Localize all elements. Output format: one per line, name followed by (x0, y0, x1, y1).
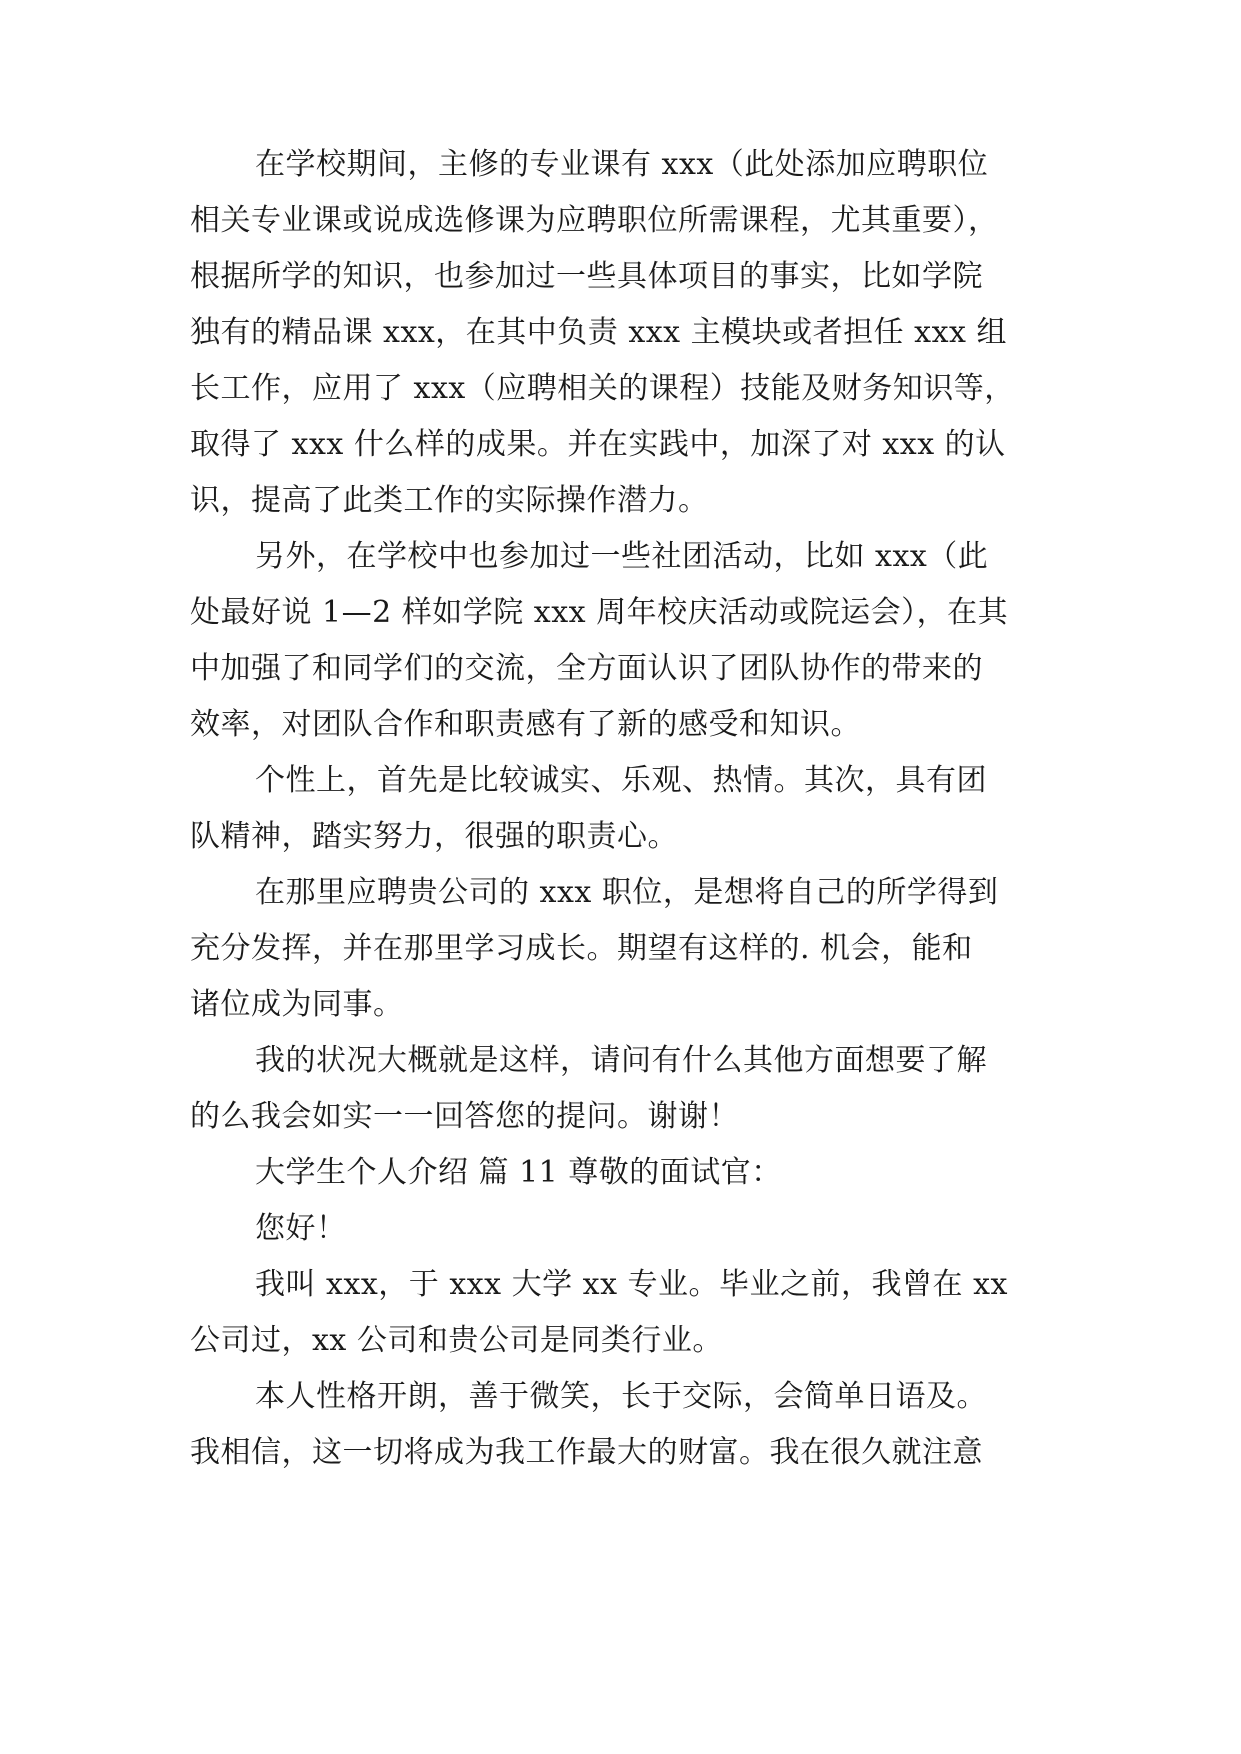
text-line: 我的状况大概就是这样，请问有什么其他方面想要了解 (255, 1043, 987, 1078)
text-line: 长工作，应用了 xxx（应聘相关的课程）技能及财务知识等， (190, 371, 1015, 406)
text-line: 中加强了和同学们的交流，全方面认识了团队协作的带来的 (190, 651, 983, 686)
text-line: 独有的精品课 xxx，在其中负责 xxx 主模块或者担任 xxx 组 (190, 315, 1007, 350)
text-line: 在那里应聘贵公司的 xxx 职位，是想将自己的所学得到 (255, 875, 999, 910)
text-line: 充分发挥，并在那里学习成长。期望有这样的. 机会，能和 (190, 931, 973, 966)
text-line: 处最好说 1—2 样如学院 xxx 周年校庆活动或院运会），在其 (190, 595, 1009, 630)
text-line: 的么我会如实一一回答您的提问。谢谢！ (190, 1099, 739, 1134)
text-line: 我叫 xxx，于 xxx 大学 xx 专业。毕业之前，我曾在 xx (255, 1267, 1008, 1302)
text-line: 公司过，xx 公司和贵公司是同类行业。 (190, 1323, 723, 1358)
text-line: 识，提高了此类工作的实际操作潜力。 (190, 483, 709, 518)
greeting: 您好！ (255, 1211, 347, 1246)
text-line: 效率，对团队合作和职责感有了新的感受和知识。 (190, 707, 861, 742)
text-line: 相关专业课或说成选修课为应聘职位所需课程，尤其重要）， (190, 203, 999, 238)
text-line: 我相信，这一切将成为我工作最大的财富。我在很久就注意 (190, 1435, 983, 1470)
text-line: 本人性格开朗，善于微笑，长于交际，会简单日语及。 (255, 1379, 987, 1414)
text-line: 个性上，首先是比较诚实、乐观、热情。其次，具有团 (255, 763, 987, 798)
text-line: 队精神，踏实努力，很强的职责心。 (190, 819, 678, 854)
text-line: 根据所学的知识，也参加过一些具体项目的事实，比如学院 (190, 259, 983, 294)
text-line: 取得了 xxx 什么样的成果。并在实践中，加深了对 xxx 的认 (190, 427, 1006, 462)
text-line: 诸位成为同事。 (190, 987, 404, 1022)
section-heading: 大学生个人介绍 篇 11 尊敬的面试官： (255, 1155, 782, 1190)
text-line: 另外，在学校中也参加过一些社团活动，比如 xxx（此 (255, 539, 989, 574)
text-line: 在学校期间，主修的专业课有 xxx（此处添加应聘职位 (255, 147, 989, 182)
